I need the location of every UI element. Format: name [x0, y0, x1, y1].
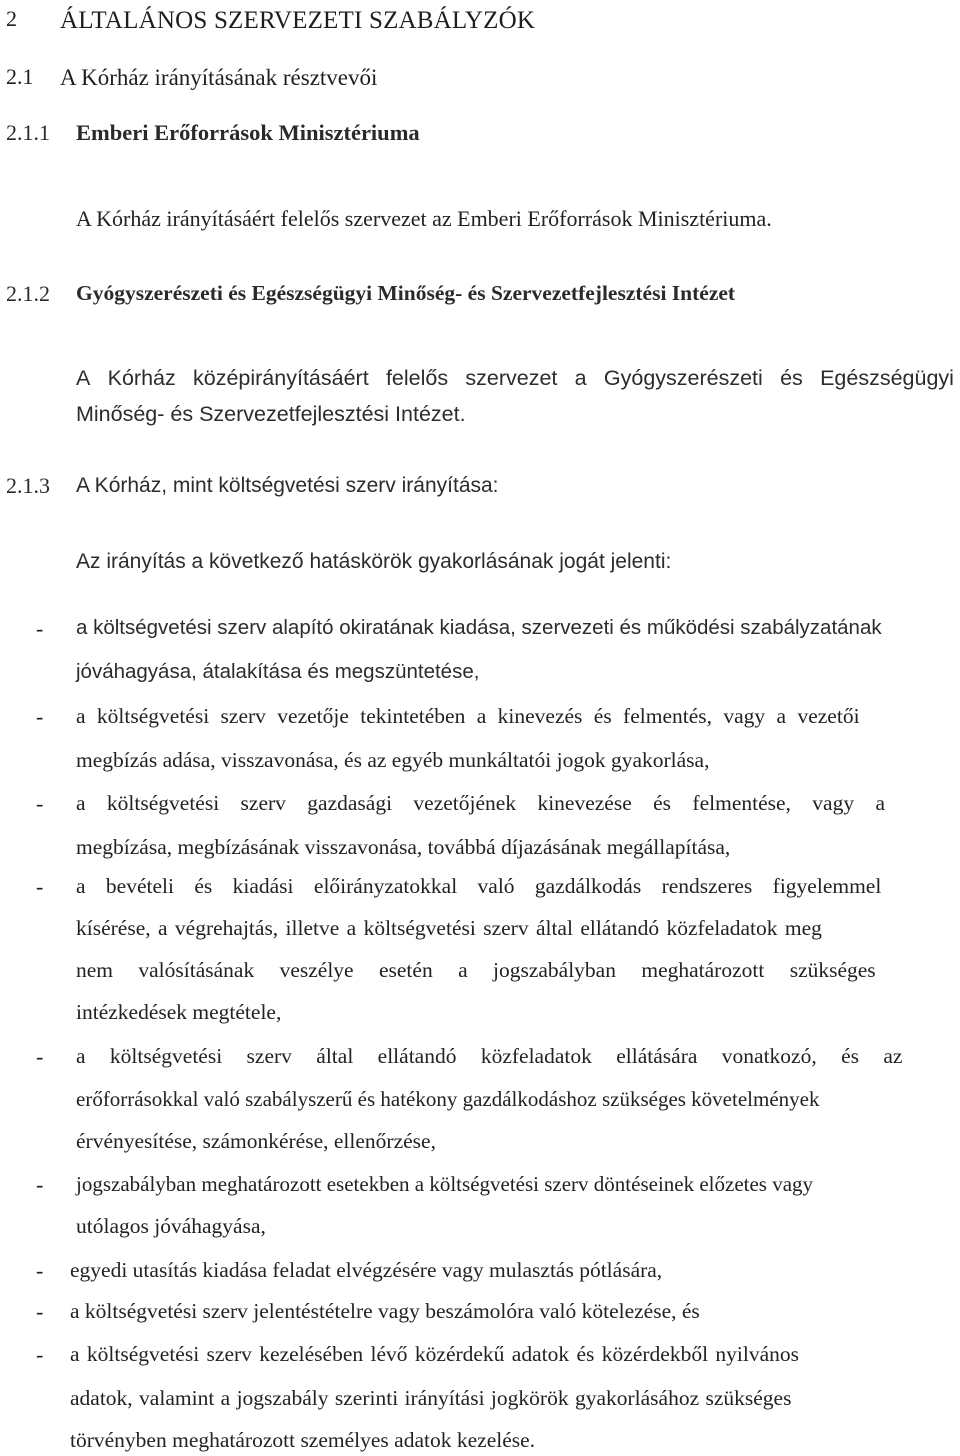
list-item-line: a költségvetési szerv gazdasági vezetőjének kinevezése és felmentése, vagy a	[76, 791, 885, 815]
list-bullet: -	[36, 616, 44, 641]
list-item-line: utólagos jóváhagyása,	[76, 1214, 266, 1238]
paragraph: Az irányítás a következő hatáskörök gyakorlásának jogát jelenti:	[76, 550, 672, 573]
subsection-number: 2.1.3	[6, 473, 50, 498]
section-number: 2.1	[6, 64, 34, 89]
list-item-line: adatok, valamint a jogszabály szerinti irányítási jogkörök gyakorlásához szükséges	[70, 1386, 792, 1410]
list-bullet: -	[36, 1258, 44, 1283]
list-item-line: megbízása, megbízásának visszavonása, továbbá díjazásának megállapítása,	[76, 835, 731, 859]
list-item-line: erőforrásokkal való szabályszerű és hatékony gazdálkodáshoz szükséges követelmények	[76, 1087, 820, 1111]
chapter-number: 2	[6, 6, 18, 31]
paragraph-line: A Kórház középirányításáért felelős szervezet a Gyógyszerészeti és Egészségügyi	[76, 366, 954, 390]
list-item-line: a költségvetési szerv alapító okiratának kiadása, szervezeti és működési szabályzatának	[76, 616, 882, 639]
subsection-title: A Kórház, mint költségvetési szerv irányítása:	[76, 474, 499, 497]
subsection-number: 2.1.1	[6, 120, 50, 145]
list-item-line: jóváhagyása, átalakítása és megszüntetése,	[76, 660, 480, 683]
list-item-line: nem valósításának veszélye esetén a jogszabályban meghatározott szükséges	[76, 958, 876, 982]
list-bullet: -	[36, 704, 44, 729]
list-item-line: a költségvetési szerv által ellátandó közfeladatok ellátására vonatkozó, és az	[76, 1044, 903, 1068]
chapter-title: ÁLTALÁNOS SZERVEZETI SZABÁLYZÓK	[60, 7, 536, 34]
list-bullet: -	[36, 1299, 44, 1324]
list-bullet: -	[36, 1342, 44, 1367]
paragraph-line: Minőség- és Szervezetfejlesztési Intézet.	[76, 402, 466, 426]
list-item-line: érvényesítése, számonkérése, ellenőrzése,	[76, 1129, 436, 1153]
list-item-line: a költségvetési szerv kezelésében lévő közérdekű adatok és közérdekből nyilvános	[70, 1342, 800, 1366]
list-bullet: -	[36, 791, 44, 816]
list-item-line: jogszabályban meghatározott esetekben a költségvetési szerv döntéseinek előzetes vagy	[76, 1172, 814, 1196]
list-item-line: megbízás adása, visszavonása, és az egyéb munkáltatói jogok gyakorlása,	[76, 748, 710, 772]
list-item-line: törvényben meghatározott személyes adatok kezelése.	[70, 1428, 536, 1452]
list-item-line: egyedi utasítás kiadása feladat elvégzésére vagy mulasztás pótlására,	[70, 1258, 663, 1282]
paragraph: A Kórház irányításáért felelős szervezet az Emberi Erőforrások Minisztériuma.	[76, 206, 772, 231]
subsection-title: Gyógyszerészeti és Egészségügyi Minőség- és Szervezetfejlesztési Intézet	[76, 281, 736, 305]
subsection-title: Emberi Erőforrások Minisztériuma	[76, 120, 420, 145]
list-item-line: kísérése, a végrehajtás, illetve a költségvetési szerv által ellátandó közfeladatok meg	[76, 916, 822, 940]
list-item-line: intézkedések megtétele,	[76, 1000, 282, 1024]
subsection-number: 2.1.2	[6, 281, 50, 306]
list-bullet: -	[36, 1044, 44, 1069]
list-item-line: a költségvetési szerv jelentéstételre vagy beszámolóra való kötelezése, és	[70, 1299, 700, 1323]
list-bullet: -	[36, 874, 44, 899]
list-item-line: a költségvetési szerv vezetője tekintetében a kinevezés és felmentés, vagy a vezetői	[76, 704, 860, 728]
list-item-line: a bevételi és kiadási előirányzatokkal való gazdálkodás rendszeres figyelemmel	[76, 874, 882, 898]
section-title: A Kórház irányításának résztvevői	[60, 65, 378, 90]
list-bullet: -	[36, 1172, 44, 1197]
